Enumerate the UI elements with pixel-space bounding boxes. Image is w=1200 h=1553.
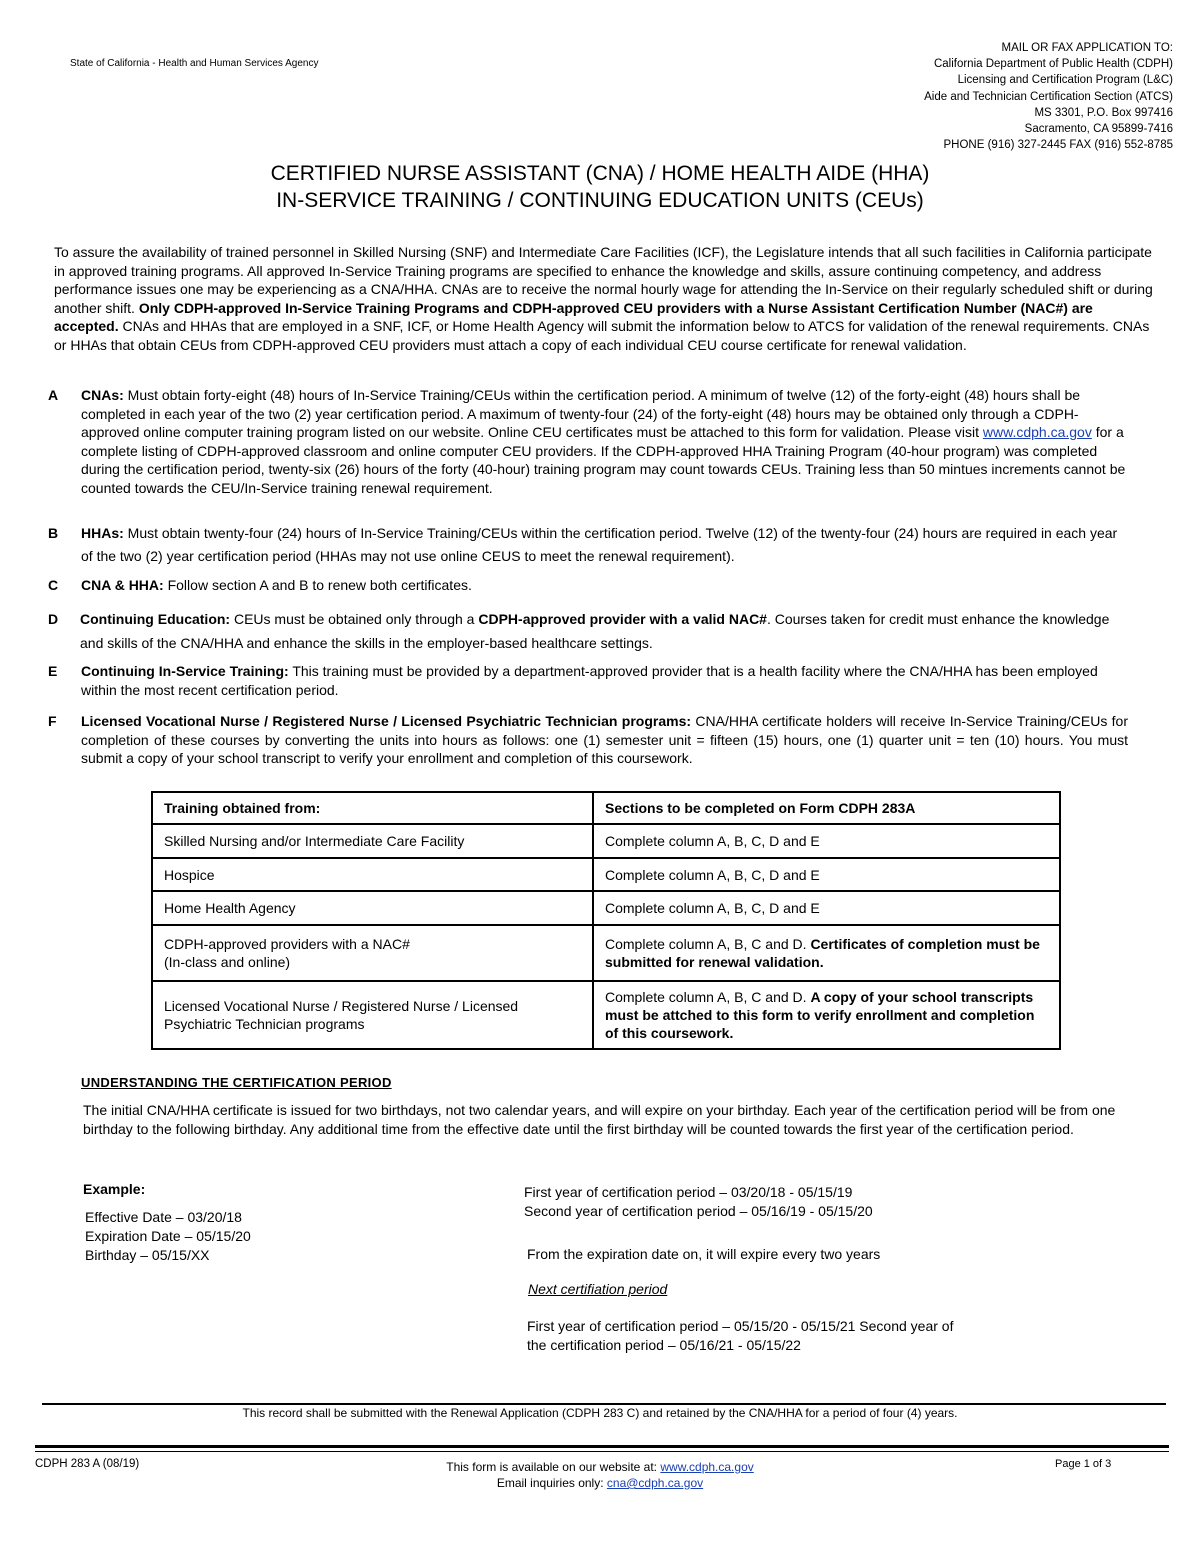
section-text: Follow section A and B to renew both certificates. [163, 577, 472, 593]
section-e [48, 662, 1128, 699]
first-year: First year of certification period – 03/20/18 - 05/15/19 [524, 1184, 853, 1200]
table-cell-source: Home Health Agency [152, 891, 593, 925]
form-id: CDPH 283 A (08/19) [35, 1458, 140, 1470]
section-letter: E [48, 663, 58, 679]
table-row [152, 891, 1060, 925]
expire-note: From the expiration date on, it will expire every two years [527, 1246, 881, 1262]
section-heading: CNA & HHA: [81, 577, 164, 593]
mail-line: California Department of Public Health (CDPH) [933, 58, 1173, 71]
intro-paragraph [54, 243, 1154, 354]
training-table [151, 791, 1061, 1050]
title-line-2: IN-SERVICE TRAINING / CONTINUING EDUCATION UNITS (CEUs) [276, 189, 924, 212]
footer-website-link[interactable]: www.cdph.ca.gov [660, 1460, 754, 1474]
section-heading: Continuing In-Service Training: [81, 663, 289, 679]
next-period-years: First year of certification period – 05/15/20 - 05/15/21 Second year of the certification period – 05/16/21 - 05/15/22 [527, 1318, 954, 1353]
table-cell-source: Licensed Vocational Nurse / Registered Nurse / Licensed Psychiatric Technician programs [152, 981, 593, 1049]
section-heading: Continuing Education: [80, 611, 231, 627]
mail-line: MS 3301, P.O. Box 997416 [1034, 106, 1173, 119]
agency-name: State of California - Health and Human Services Agency [70, 58, 319, 69]
section-f [48, 712, 1128, 768]
mailing-address [793, 40, 1173, 153]
section-b [48, 522, 1128, 568]
table-cell-sections: Complete column A, B, C and D. A copy of your school transcripts must be attched to this form to verify enrollment and completion of this coursework. [593, 981, 1060, 1049]
section-text-2: for a complete listing of CDPH-approved classroom and online computer CEU providers. If the CDPH-approved HHA Training Program (40-hour program) was completed during the certification period, twenty-six (26) hours of the forty (40-hour) training program may count towards CEUs. Training less than 50 mintues increments cannot be counted towards the CEU/In-Service training renewal requirement. [81, 424, 1126, 496]
table-header-row [152, 792, 1060, 824]
section-text: This training must be provided by a department-approved provider that is a health facility where the CNA/HHA has been employed within the most recent certification period. [81, 663, 1098, 698]
section-text: Must obtain twenty-four (24) hours of In-Service Training/CEUs within the certification period. Twelve (12) of the twenty-four (24) hours are required in each year of the two (2) year certification period (HHAs may not use online CEUS to meet the renewal requirement). [81, 525, 1118, 564]
document-title [0, 160, 1200, 214]
section-heading: Licensed Vocational Nurse / Registered Nurse / Licensed Psychiatric Technician programs: [81, 713, 692, 729]
divider [35, 1445, 1169, 1448]
section-letter: C [48, 577, 59, 593]
table-cell-sections: Complete column A, B, C, D and E [593, 824, 1060, 858]
table-cell-source: Hospice [152, 858, 593, 891]
footer-contact [0, 1459, 1200, 1491]
section-text: CNA/HHA certificate holders will receive In-Service Training/CEUs for completion of these courses by converting the units into hours as follows: one (1) semester unit = fifteen (15) hours, one (1) quarter unit = ten (10) hours. You must submit a copy of your school transcript to verify your enrollment and completion of this coursework. [81, 713, 1128, 766]
section-heading: CNAs: [81, 387, 124, 403]
table-header-cell: Sections to be completed on Form CDPH 283A [593, 792, 1060, 824]
section-a [48, 386, 1128, 497]
intro-text: To assure the availability of trained personnel in Skilled Nursing (SNF) and Intermediate Care Facilities (ICF), the Legislature intends that all such facilities in California participate in approved training programs. All approved In-Service Training programs are specified to enhance the knowledge and skills, assure continuing competency, and address performance issues one may be experiencing as a CNA/HHA. CNAs are to receive the normal hourly wage for attending the In-Service on their regularly scheduled shift or during another shift. [54, 244, 1153, 316]
table-row [152, 925, 1060, 981]
certification-text: The initial CNA/HHA certificate is issued for two birthdays, not two calendar years, and will expire on your birthday. Each year of the certification period will be from one birthday to the following birthday. Any additional time from the effective date until the first birthday will be counted towards the first year of the certification period. [83, 1102, 1116, 1137]
example-label: Example: [83, 1181, 146, 1197]
divider [42, 1403, 1166, 1405]
table-cell-source: Skilled Nursing and/or Intermediate Care Facility [152, 824, 593, 858]
mail-line: Licensing and Certification Program (L&C) [957, 74, 1173, 87]
mail-line: MAIL OR FAX APPLICATION TO: [1001, 42, 1173, 54]
mail-line: Aide and Technician Certification Section (ATCS) [924, 90, 1173, 103]
intro-text-2: CNAs and HHAs that are employed in a SNF, ICF, or Home Health Agency will submit the information below to ATCS for validation of the renewal requirements. CNAs or HHAs that obtain CEUs from CDPH-approved CEU providers must attach a copy of each individual CEU course certificate for renewal validation. [54, 318, 1150, 353]
section-c [48, 576, 1128, 595]
section-letter: A [48, 387, 59, 403]
section-bold-text: CDPH-approved provider with a valid NAC# [478, 611, 767, 627]
expiration-date: Expiration Date – 05/15/20 [85, 1228, 251, 1244]
example-dates [85, 1208, 251, 1265]
second-year: Second year of certification period – 05/16/19 - 05/15/20 [524, 1203, 873, 1219]
cdph-website-link[interactable]: www.cdph.ca.gov [982, 424, 1092, 440]
certification-years [524, 1183, 873, 1221]
table-cell-sections: Complete column A, B, C, D and E [593, 891, 1060, 925]
section-text-2: . Courses taken for credit must enhance the knowledge and skills of the CNA/HHA and enhance the skills in the employer-based healthcare settings. [80, 611, 1110, 651]
table-row [152, 824, 1060, 858]
footer-email-link[interactable]: cna@cdph.ca.gov [606, 1476, 704, 1490]
website-label: This form is available on our website at: [446, 1460, 661, 1474]
section-letter: B [48, 525, 59, 541]
table-cell-sections: Complete column A, B, C, D and E [593, 858, 1060, 891]
table-row [152, 858, 1060, 891]
title-line-1: CERTIFIED NURSE ASSISTANT (CNA) / HOME HEALTH AIDE (HHA) [270, 162, 930, 185]
effective-date: Effective Date – 03/20/18 [85, 1209, 242, 1225]
section-d [48, 607, 1128, 655]
table-cell-source: CDPH-approved providers with a NAC# (In-class and online) [152, 925, 593, 981]
birthday: Birthday – 05/15/XX [85, 1247, 210, 1263]
mail-line: Sacramento, CA 95899-7416 [1024, 123, 1173, 136]
section-text: Must obtain forty-eight (48) hours of In-Service Training/CEUs within the certification period. A minimum of twelve (12) of the forty-eight (48) hours shall be completed in each year of the two (2) year certification period. A maximum of twenty-four (24) of the forty-eight (48) hours may be obtained only through a CDPH-approved online computer training program listed on our website. Online CEU certificates must be attached to this form for validation. Please visit [81, 387, 1081, 440]
section-letter: F [48, 713, 57, 729]
page-number: Page 1 of 3 [1055, 1458, 1112, 1470]
email-label: Email inquiries only: [496, 1476, 607, 1490]
record-note: This record shall be submitted with the Renewal Application (CDPH 283 C) and retained by the CNA/HHA for a period of four (4) years. [242, 1406, 958, 1420]
intro-bold-text: Only CDPH-approved In-Service Training Programs and CDPH-approved CEU providers with a Nurse Assistant Certification Number (NAC#) are accepted. [54, 299, 1093, 334]
table-row [152, 981, 1060, 1049]
next-period-label: Next certifiation period [528, 1281, 668, 1297]
certification-heading: UNDERSTANDING THE CERTIFICATION PERIOD [81, 1075, 392, 1090]
mail-line: PHONE (916) 327-2445 FAX (916) 552-8785 [943, 139, 1173, 152]
section-heading: HHAs: [81, 525, 124, 541]
divider [35, 1451, 1169, 1452]
table-header-cell: Training obtained from: [152, 792, 593, 824]
section-text: CEUs must be obtained only through a [230, 611, 479, 627]
table-cell-sections: Complete column A, B, C and D. Certificates of completion must be submitted for renewal validation. [593, 925, 1060, 981]
section-letter: D [48, 611, 59, 627]
